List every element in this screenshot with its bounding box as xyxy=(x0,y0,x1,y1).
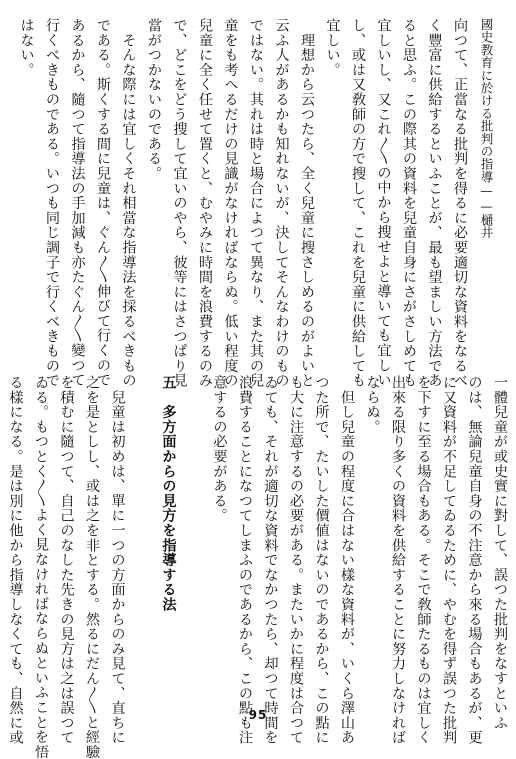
text-column: 之を是としし、或は之を非とする。然るにだん〳〵と經驗 xyxy=(84,375,100,759)
text-column: し、或は又敎師の方で搜して、これを兒童に供給しても xyxy=(350,18,366,388)
text-column: 兒童は初めは、單に一つの方面からのみ見て、直ちに xyxy=(109,375,126,745)
text-column: 兒童に全く任せて置くと、むやみに時間を浪費するのみ xyxy=(197,18,213,388)
section-heading: 五 多方面からの見方を指導する法 xyxy=(160,375,177,612)
text-column: 宜しいし、又これ〳〵の中から搜せよと導いても宜しい xyxy=(375,18,392,388)
text-column: そんな際には宜しくそれ相當な指導法を採るべきもの xyxy=(120,18,137,388)
text-column: ゐる。もつとく〳〵よく見なければならぬといふことを悟 xyxy=(33,375,49,759)
upper-text-block xyxy=(18,18,472,388)
text-column: 行くべきものである。いつも同じ調子で行くべきもので xyxy=(44,18,60,388)
text-column: つた所で、たいした價値はないのであるから、この點に xyxy=(313,375,330,745)
page-number: 95 xyxy=(248,708,268,722)
text-column: ると思ふ。この際其の資料を兒童自身にさがさしめても xyxy=(401,18,417,388)
text-column: 浪費することになつてしまふのであるから、この點も注 xyxy=(237,375,253,745)
text-column: あるから、隨つて指導法の手加減も亦たぐん〳〵變つて xyxy=(69,18,86,388)
text-column: 理想から云つたら、全く兒童に搜さしめるのがよいと xyxy=(299,18,315,388)
text-column: も大に注意するの必要がある。またいかに程度は合つて xyxy=(288,375,304,745)
text-column: 宜しい。 xyxy=(324,18,341,78)
text-column: に又資料が不足してゐるために、やむを得ず誤つた批判 xyxy=(441,375,457,745)
text-column: を積むに隨つて、自己のなした先きの見方は之は誤つて xyxy=(58,375,75,745)
text-column: 云ふ人があるかも知れないが、決してそんなわけのもの xyxy=(273,18,290,388)
text-column: ゐても、それが適切な資料でなかつたら、却つて時間を xyxy=(262,375,279,745)
text-column: く豐富に供給するといふことが、最も望ましい方法であ xyxy=(426,18,443,388)
text-column: のは、無論兒童自身の不注意から來る場合もあるが、更 xyxy=(466,375,483,745)
text-column: を下すに至る場合もある。そこで敎師たるものは宜しく xyxy=(415,375,432,745)
text-column: 出來る限り多くの資料を供給することに努力しなければ xyxy=(390,375,406,745)
text-column: 一體兒童が或史實に對して、誤つた批判をなすといふ xyxy=(492,375,508,731)
text-column: 當がつかないのである。 xyxy=(146,18,162,181)
text-column: 但し兒童の程度に合はない樣な資料が、いくら澤山あ xyxy=(339,375,355,745)
text-column: る樣になる。是は別に他から指導しなくても、自然に或 xyxy=(7,375,24,745)
text-column xyxy=(130,375,156,705)
text-column: で、どこをどう搜して宜いのやら、彼等にはさつぱり見 xyxy=(171,18,188,388)
text-column xyxy=(181,375,207,705)
text-column: である。斯くする間に兒童は、ぐん〳〵伸びて行くので xyxy=(95,18,111,388)
text-column: 向つて、正當なる批判を得るに必要適切な資料をなるべ xyxy=(452,18,468,388)
text-column: 童をも考へるだけの見識がなければならぬ。低い程度の xyxy=(222,18,239,388)
text-column: ならぬ。 xyxy=(364,375,381,435)
text-column: 意するの必要がある。 xyxy=(211,375,228,523)
text-column: ではない。其れは時と場合によつて異なり、また其の兒 xyxy=(248,18,264,388)
running-header: 國史教育に於ける批判の指導——樋井 xyxy=(479,18,494,239)
text-column: はない。 xyxy=(18,18,35,78)
